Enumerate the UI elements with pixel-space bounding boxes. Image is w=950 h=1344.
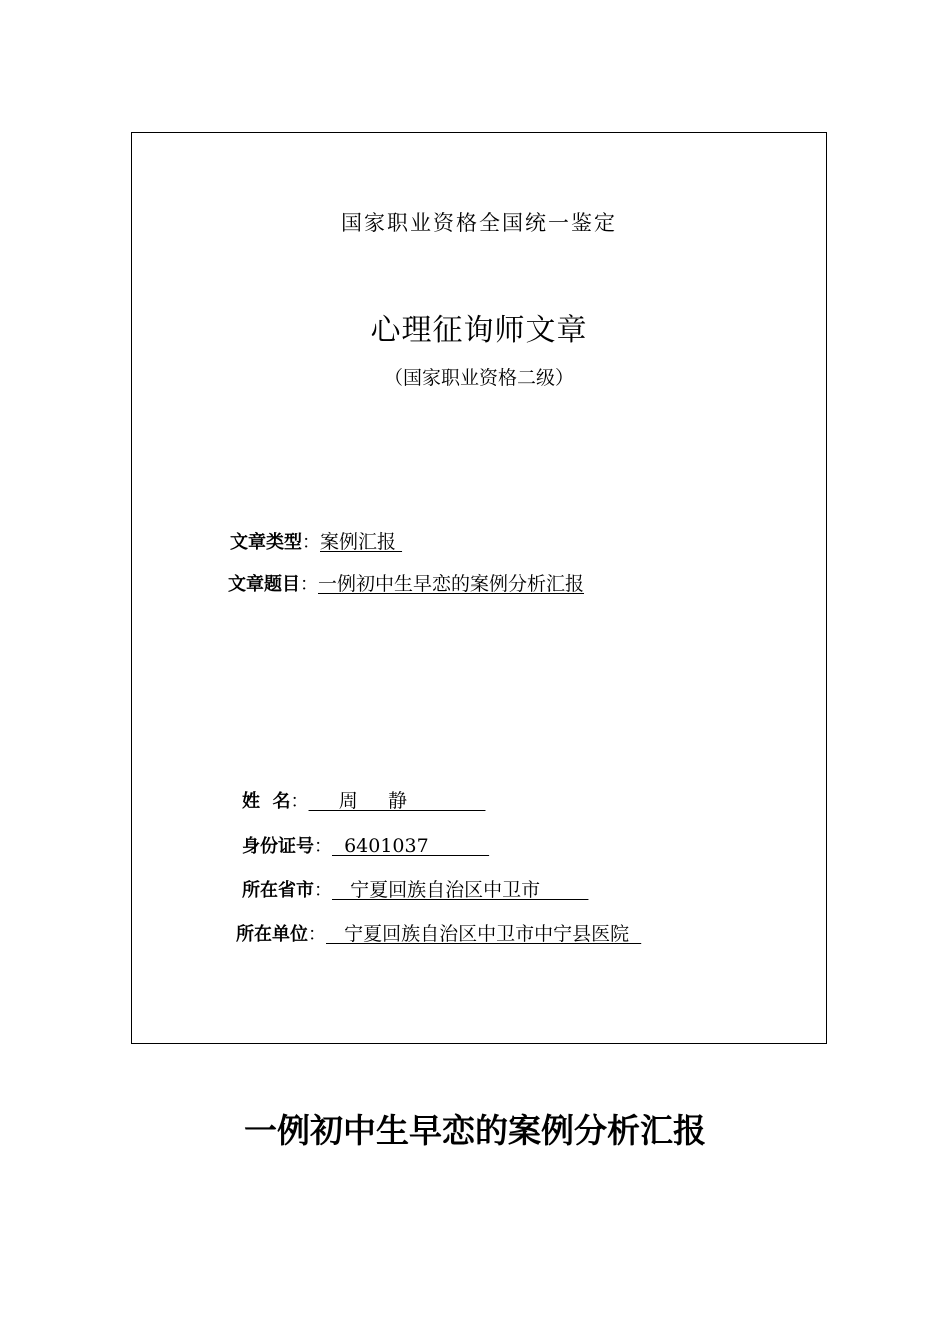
province-city-label: 所在省市 xyxy=(242,880,314,901)
id-number-value: 6401037 xyxy=(332,835,490,857)
province-city-value: 宁夏回族自治区中卫市 xyxy=(332,879,589,901)
article-topic-label: 文章题目 xyxy=(228,574,300,595)
id-number-row xyxy=(242,833,489,860)
work-unit-value: 宁夏回族自治区中卫市中宁县医院 xyxy=(326,923,642,945)
name-row xyxy=(242,788,485,815)
cover-main-title: 心理征询师文章 xyxy=(370,313,588,348)
article-type-colon: ： xyxy=(302,532,320,553)
article-type-label: 文章类型 xyxy=(230,532,302,553)
name-label: 姓 名 xyxy=(242,791,291,812)
name-colon: ： xyxy=(290,791,309,812)
article-topic-colon: ： xyxy=(300,574,318,595)
article-type-row xyxy=(230,529,402,556)
article-topic-row xyxy=(228,571,584,598)
work-unit-row xyxy=(236,921,641,948)
province-city-colon: ： xyxy=(314,880,332,901)
id-number-label: 身份证号 xyxy=(242,836,314,857)
id-number-colon: ： xyxy=(314,836,332,857)
province-city-row xyxy=(242,877,588,904)
cover-page-frame xyxy=(131,132,827,1044)
name-value: 周 静 xyxy=(308,790,486,812)
article-type-value: 案例汇报 xyxy=(320,531,403,553)
work-unit-label: 所在单位 xyxy=(236,924,308,945)
exam-line: 国家职业资格全国统一鉴定 xyxy=(341,211,617,235)
article-topic-value: 一例初中生早恋的案例分析汇报 xyxy=(318,573,585,595)
work-unit-colon: ： xyxy=(308,924,326,945)
document-title: 一例初中生早恋的案例分析汇报 xyxy=(244,1111,706,1150)
qualification-level: （国家职业资格二级） xyxy=(383,367,574,389)
